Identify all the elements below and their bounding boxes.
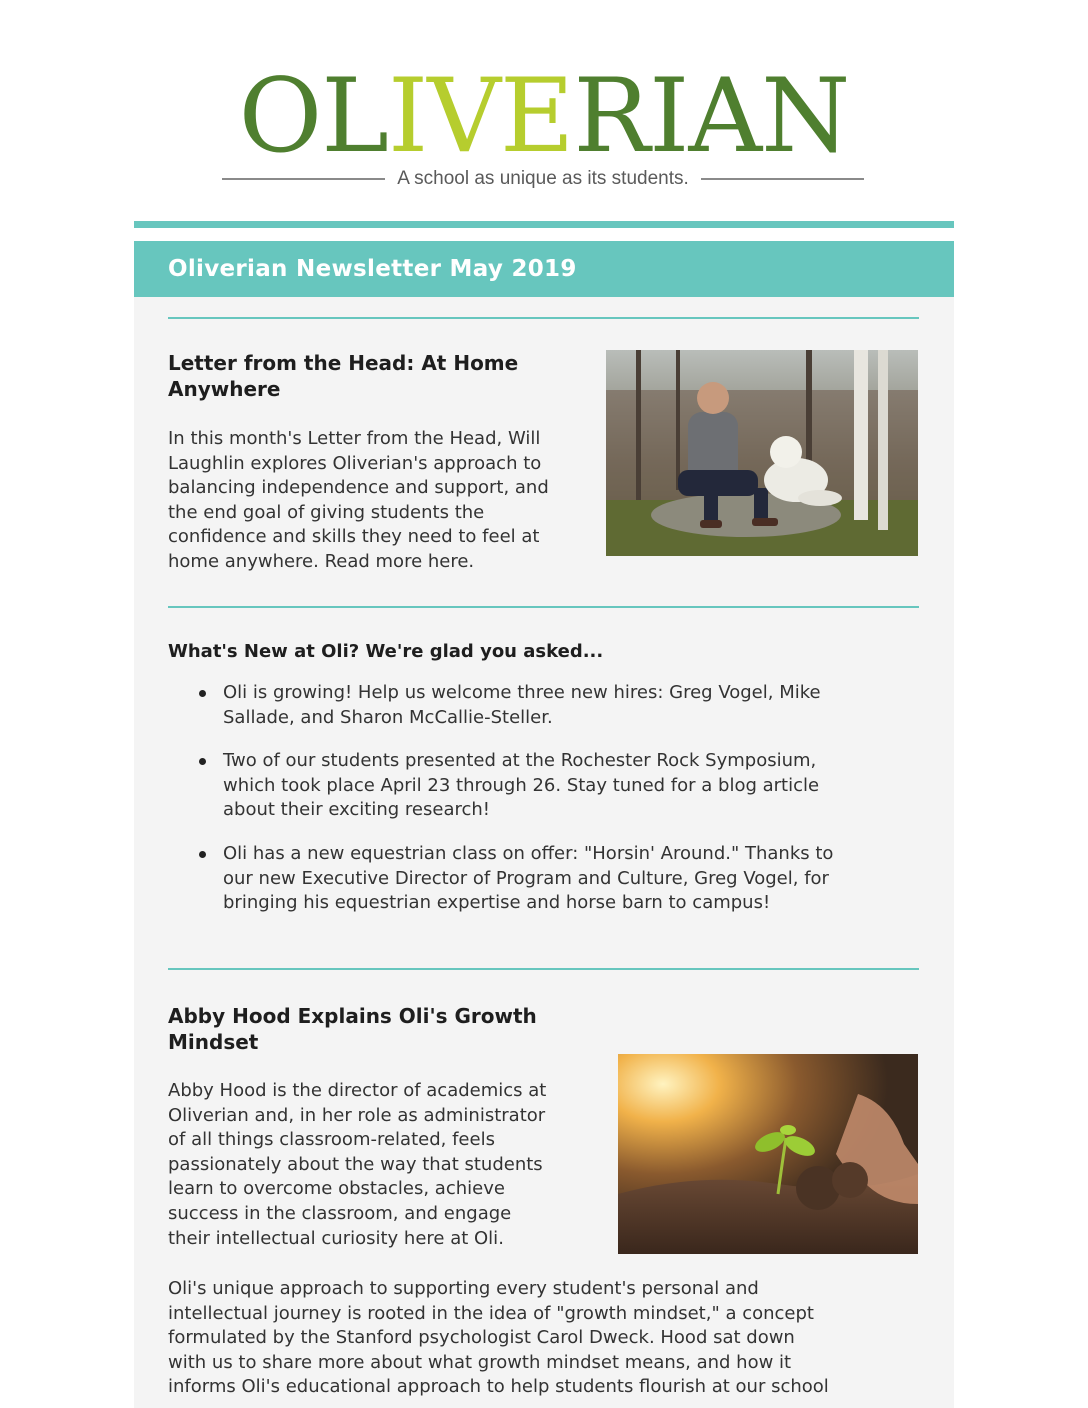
letter-heading[interactable] xyxy=(168,350,588,402)
accent-top-bar xyxy=(134,221,954,228)
tagline-row xyxy=(222,166,864,192)
letter-heading-line1: Letter from the Head: At Home xyxy=(168,351,519,375)
newsletter-banner xyxy=(134,241,954,297)
growth-body-line: formulated by the Stanford psychologist Carol Dweck. Hood sat down xyxy=(168,1327,795,1349)
head-of-school-with-dog-photo[interactable] xyxy=(606,350,918,556)
list-item-line: Two of our students presented at the Rochester Rock Symposium, xyxy=(223,750,817,772)
growth-heading-line1: Abby Hood Explains Oli's Growth xyxy=(168,1004,537,1028)
list-item-line: Oli has a new equestrian class on offer: "Horsin' Around." Thanks to xyxy=(223,842,834,864)
letter-body xyxy=(168,427,598,575)
list-item-line: about their exciting research! xyxy=(223,799,491,821)
section-divider xyxy=(168,968,919,970)
growth-body-line: learn to overcome obstacles, achieve xyxy=(168,1178,505,1200)
list-item-line: which took place April 23 through 26. Stay tuned for a blog article xyxy=(223,774,820,796)
growth-body-line: intellectual journey is rooted in the idea of "growth mindset," a concept xyxy=(168,1302,814,1324)
logo-text-part3: RIAN xyxy=(573,57,850,176)
growth-mindset-heading[interactable] xyxy=(168,1003,608,1055)
bullet-icon xyxy=(199,690,206,697)
bullet-icon xyxy=(199,851,206,858)
list-item-line: our new Executive Director of Program and Culture, Greg Vogel, for xyxy=(223,867,829,889)
growth-body-line: of all things classroom-related, feels xyxy=(168,1129,495,1151)
list-item-line: Sallade, and Sharon McCallie-Steller. xyxy=(223,706,553,728)
tagline: A school as unique as its students. xyxy=(397,168,689,189)
tagline-rule-right xyxy=(701,178,864,180)
growth-body-continued xyxy=(168,1277,928,1400)
growth-body-line: Abby Hood is the director of academics at xyxy=(168,1080,547,1101)
letter-body-line: home anywhere. Read more here. xyxy=(168,550,475,572)
letter-body-line: confidence and skills they need to feel at xyxy=(168,526,540,548)
list-item xyxy=(168,842,920,916)
letter-heading-line2: Anywhere xyxy=(168,377,281,401)
tagline-rule-left xyxy=(222,178,385,180)
oliverian-logo xyxy=(0,57,1088,176)
growth-heading-line2: Mindset xyxy=(168,1030,259,1054)
bullet-icon xyxy=(199,758,206,765)
list-item-line: bringing his equestrian expertise and horse barn to campus! xyxy=(223,892,771,914)
newsletter-body xyxy=(134,297,954,1408)
list-item xyxy=(168,681,920,730)
whats-new-list xyxy=(168,681,920,935)
letter-body-line: Laughlin explores Oliverian's approach to xyxy=(168,452,542,474)
newsletter-title: Oliverian Newsletter May 2019 xyxy=(168,256,577,282)
seedling-soil-photo[interactable] xyxy=(618,1054,918,1254)
growth-body-line: their intellectual curiosity here at Oli. xyxy=(168,1227,504,1249)
list-item xyxy=(168,749,920,823)
letter-body-line: In this month's Letter from the Head, Will xyxy=(168,428,541,449)
photo-illustration xyxy=(618,1054,918,1254)
growth-body-line: Oli's unique approach to supporting every student's personal and xyxy=(168,1278,759,1299)
logo-text-part1: OL xyxy=(238,57,388,176)
growth-body-line: success in the classroom, and engage xyxy=(168,1202,512,1224)
growth-body-line: passionately about the way that students xyxy=(168,1153,543,1175)
growth-body-intro xyxy=(168,1079,608,1251)
letter-body-line: balancing independence and support, and xyxy=(168,477,549,499)
section-divider xyxy=(168,606,919,608)
logo-text-part2: IVE xyxy=(387,57,574,176)
photo-illustration xyxy=(606,350,918,556)
growth-body-line: Oliverian and, in her role as administrator xyxy=(168,1104,546,1126)
growth-body-line: informs Oli's educational approach to help students flourish at our school xyxy=(168,1376,829,1398)
section-divider xyxy=(168,317,919,319)
whats-new-heading: What's New at Oli? We're glad you asked... xyxy=(168,641,604,662)
growth-body-line: with us to share more about what growth mindset means, and how it xyxy=(168,1351,792,1373)
list-item-line: Oli is growing! Help us welcome three new hires: Greg Vogel, Mike xyxy=(223,682,821,703)
letter-body-line: the end goal of giving students the xyxy=(168,501,485,523)
